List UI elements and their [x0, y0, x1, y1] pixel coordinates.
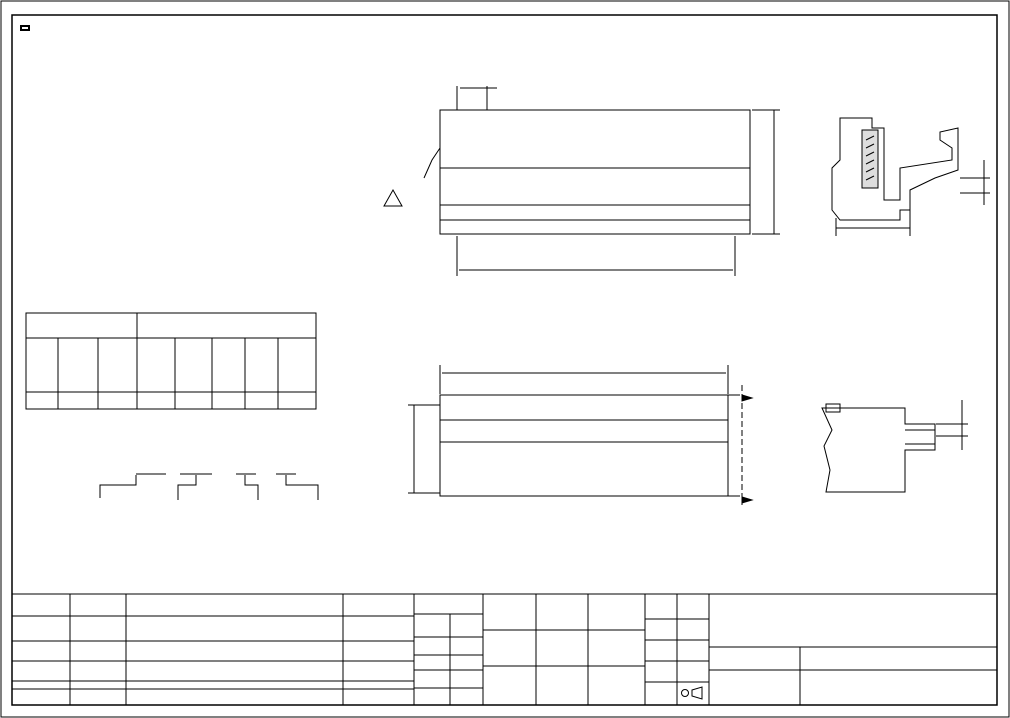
outer-frame: [1, 1, 1009, 717]
front-view: [408, 365, 752, 505]
hsf-mark: [20, 25, 30, 31]
projection-symbol-icon: [682, 687, 703, 699]
top-view: [384, 86, 780, 276]
ordering-leaders: [100, 474, 318, 500]
tolerance-table-lines: [26, 313, 316, 409]
title-block-lines: [12, 594, 997, 705]
side-view: [822, 400, 968, 492]
section-view: [832, 118, 990, 236]
